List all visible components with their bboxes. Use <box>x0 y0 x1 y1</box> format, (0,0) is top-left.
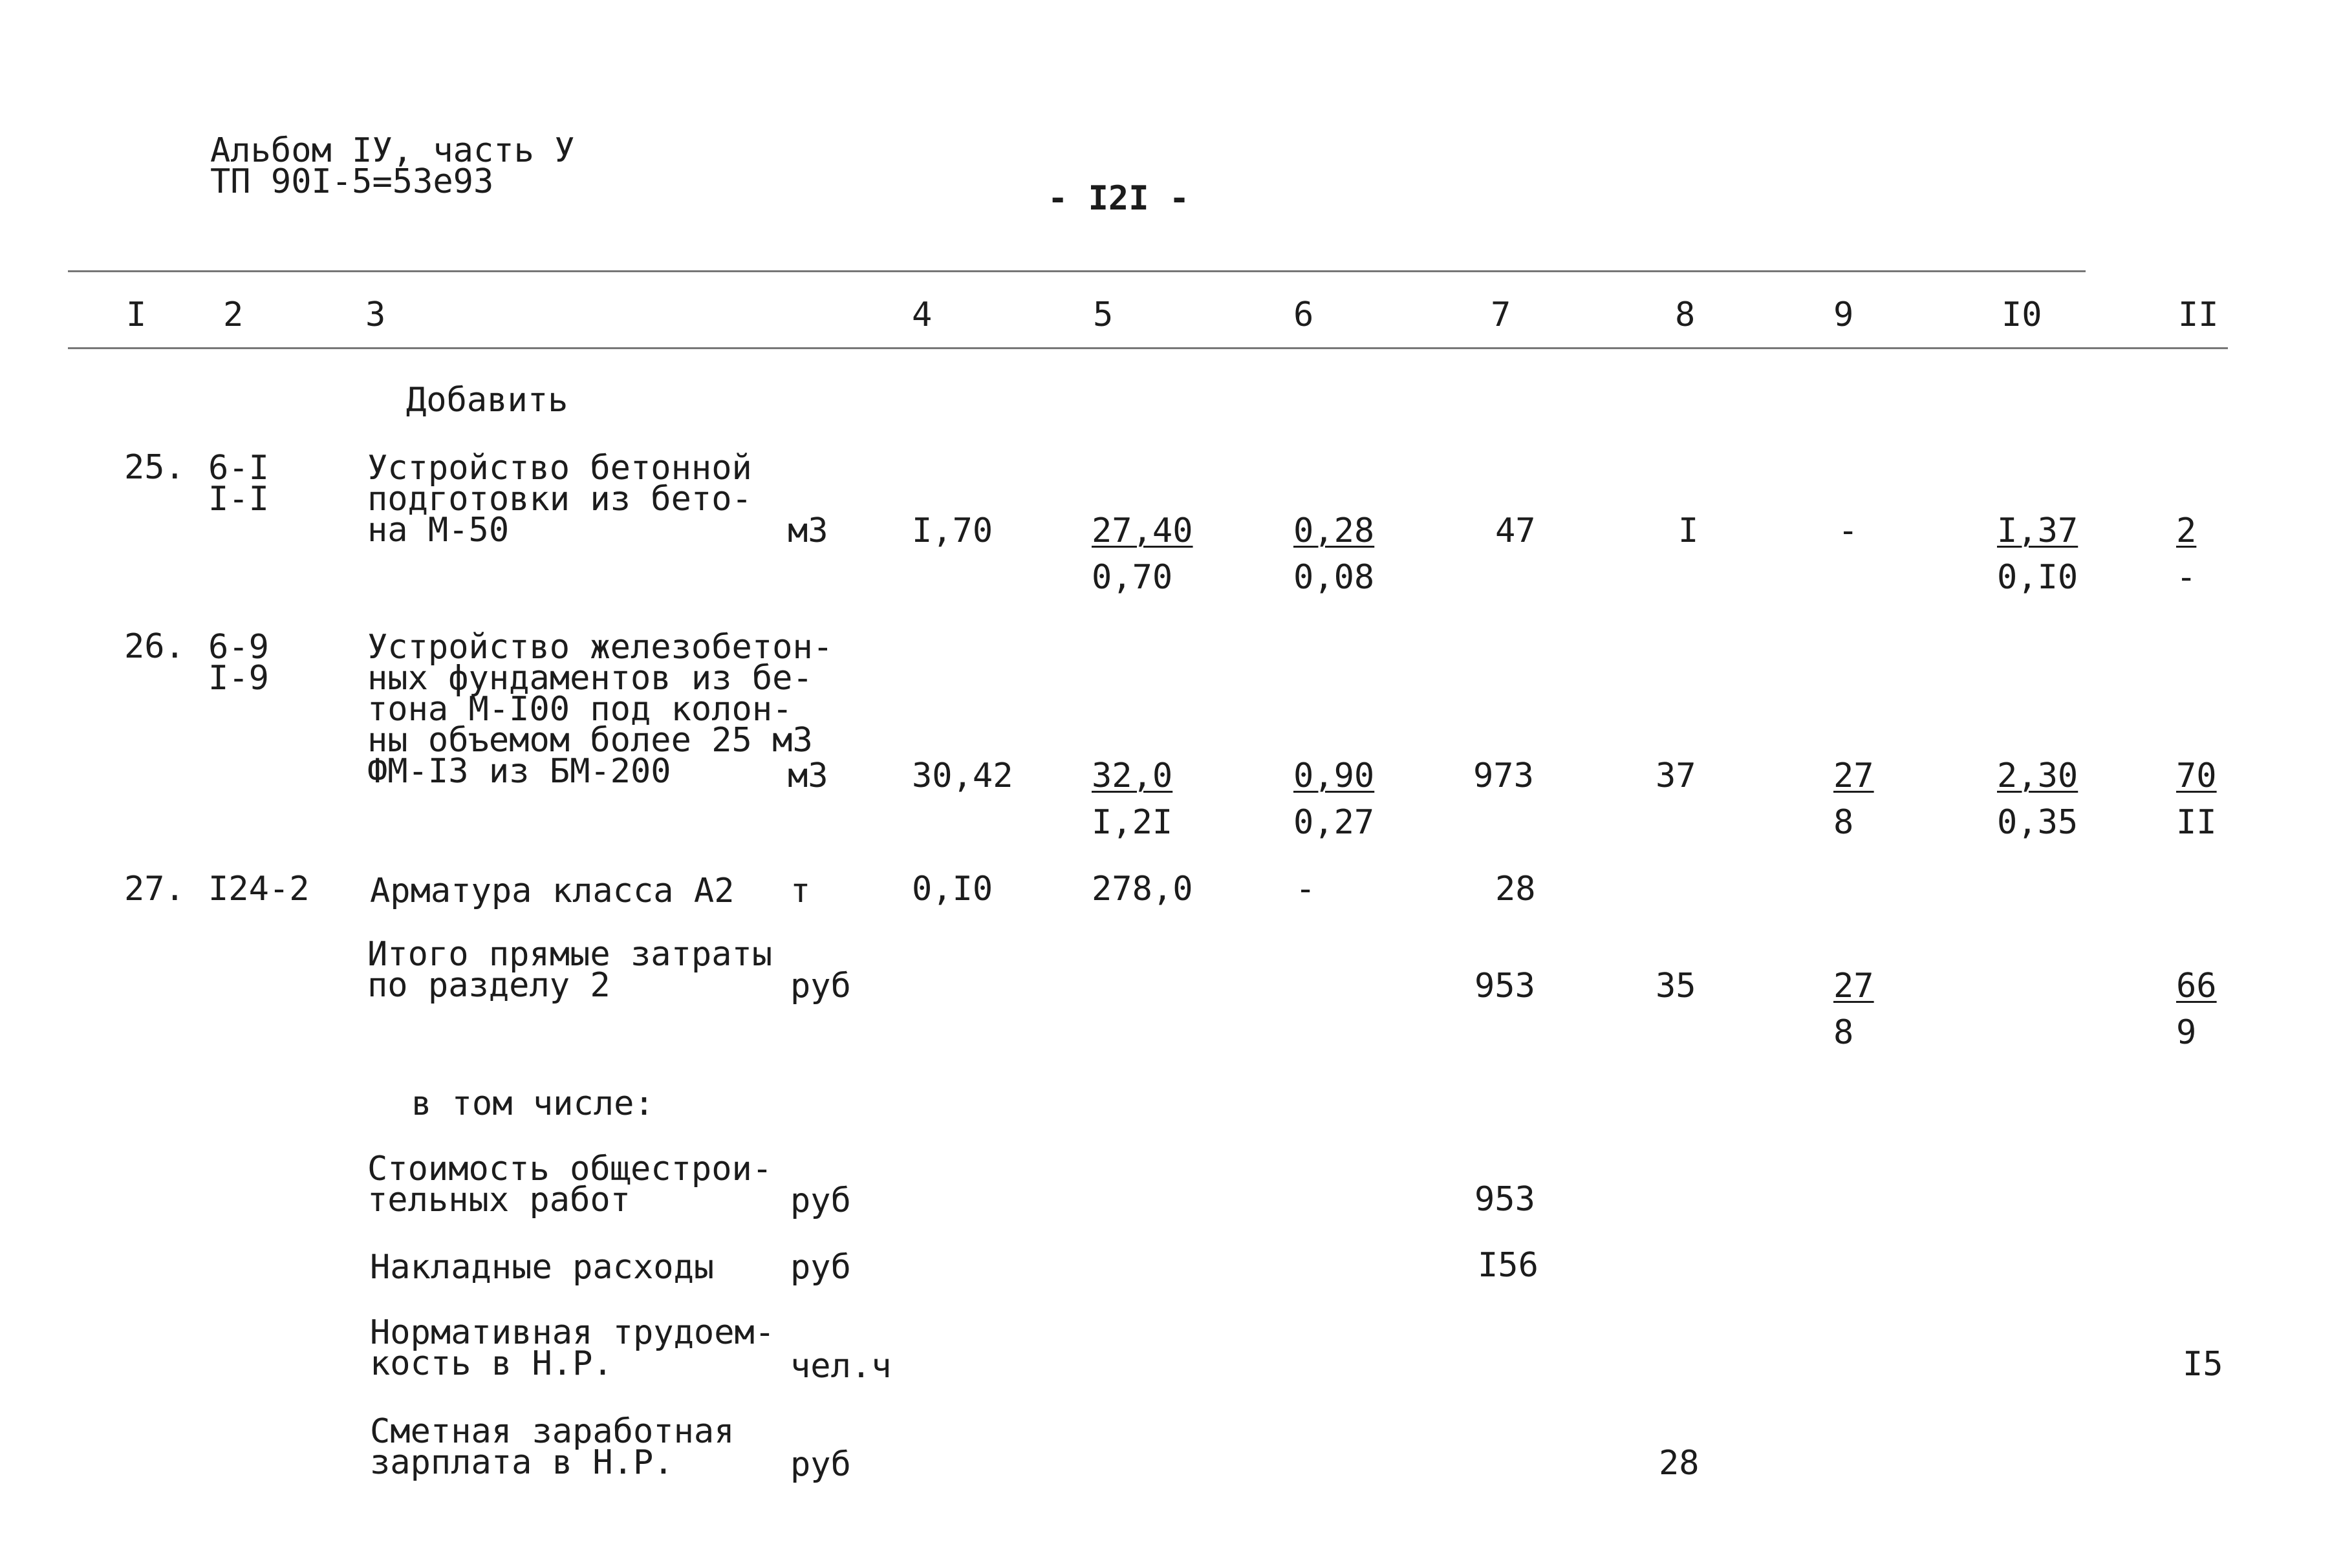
total-col11-top: 66 <box>2176 967 2217 1005</box>
breakdown-3-col11: I5 <box>2183 1345 2223 1384</box>
breakdown-3-desc-1: Нормативная трудоем- <box>370 1313 775 1352</box>
breakdown-3-desc-2: кость в Н.Р. <box>370 1344 613 1383</box>
breakdown-4-desc-2: зарплата в Н.Р. <box>370 1443 674 1482</box>
page-number: - I2I - <box>1048 179 1190 218</box>
breakdown-2-col7: I56 <box>1478 1246 1538 1285</box>
row-26-col10-bottom: 0,35 <box>1997 803 2078 842</box>
row-27-code: I24-2 <box>208 870 310 908</box>
row-25-unit: м3 <box>788 511 828 550</box>
row-26-col10-top: 2,30 <box>1997 757 2078 795</box>
row-26-col11-top: 70 <box>2176 757 2217 795</box>
row-25-col5-top: 27,40 <box>1092 511 1193 550</box>
column-header-11: II <box>2178 295 2219 334</box>
album-label: Альбом IУ, часть У <box>210 131 575 170</box>
column-header-9: 9 <box>1833 295 1854 334</box>
column-header-7: 7 <box>1491 295 1511 334</box>
total-col9-bottom: 8 <box>1833 1013 1854 1052</box>
row-25-code-2: I-I <box>208 480 269 519</box>
header-rule-top <box>68 270 2086 272</box>
including-label: в том числе: <box>411 1084 654 1123</box>
row-26-col11 <box>2176 757 2229 842</box>
row-27-quantity: 0,I0 <box>912 870 993 908</box>
row-25-col11 <box>2176 511 2208 597</box>
row-26-desc-2: ных фундаментов из бе- <box>367 659 813 698</box>
column-header-8: 8 <box>1675 295 1696 334</box>
row-25-col5 <box>1092 511 1205 597</box>
breakdown-4-unit: руб <box>790 1445 851 1484</box>
breakdown-4-col8: 28 <box>1659 1444 1700 1483</box>
row-25-col8: I <box>1678 511 1699 550</box>
row-25-desc-2: подготовки из бето- <box>367 480 752 519</box>
row-27-number: 27. <box>124 870 185 908</box>
row-26-col9-bottom: 8 <box>1833 803 1854 842</box>
project-code: ТП 90I-5=53е93 <box>210 162 494 201</box>
row-25-quantity: I,70 <box>912 511 993 550</box>
row-25-number: 25. <box>124 448 185 487</box>
row-25-desc-1: Устройство бетонной <box>367 449 752 488</box>
row-26-desc-1: Устройство железобетон- <box>367 628 834 667</box>
total-col11-bottom: 9 <box>2176 1013 2197 1052</box>
total-col8: 35 <box>1656 967 1696 1005</box>
row-26-col6 <box>1293 757 1386 842</box>
total-col7: 953 <box>1474 967 1535 1005</box>
row-26-quantity: 30,42 <box>912 757 1013 795</box>
breakdown-1-unit: руб <box>790 1181 851 1220</box>
row-25-col10-bottom: 0,I0 <box>1997 558 2078 597</box>
column-header-10: I0 <box>2002 295 2042 334</box>
row-27-unit: т <box>790 872 811 910</box>
row-26-col10 <box>1997 757 2089 842</box>
row-25-col11-top: 2 <box>2176 511 2197 550</box>
row-26-col8: 37 <box>1656 757 1696 795</box>
total-col9-top: 27 <box>1833 967 1874 1005</box>
column-header-3: 3 <box>365 295 386 334</box>
column-header-4: 4 <box>912 295 933 334</box>
row-26-desc-5: ФМ-I3 из БМ-200 <box>367 752 671 791</box>
row-25-code-1: 6-I <box>208 449 269 488</box>
row-27-desc: Арматура класса А2 <box>370 872 735 910</box>
total-desc-1: Итого прямые затраты <box>367 935 773 974</box>
total-col9 <box>1833 967 1886 1052</box>
row-26-col5 <box>1092 757 1184 842</box>
breakdown-2-unit: руб <box>790 1248 851 1287</box>
row-26-code-1: 6-9 <box>208 628 269 667</box>
row-25-col6 <box>1293 511 1386 597</box>
row-25-col7: 47 <box>1495 511 1536 550</box>
row-25-col9: - <box>1838 511 1859 550</box>
row-25-col10-top: I,37 <box>1997 511 2078 550</box>
total-desc-2: по разделу 2 <box>367 966 610 1005</box>
column-header-6: 6 <box>1293 295 1314 334</box>
header-rule-bottom <box>68 347 2228 349</box>
total-unit: руб <box>790 967 851 1005</box>
total-col11 <box>2176 967 2229 1052</box>
breakdown-2-desc: Накладные расходы <box>370 1248 715 1287</box>
row-26-desc-3: тона М-I00 под колон- <box>367 690 793 729</box>
row-25-col6-top: 0,28 <box>1293 511 1375 550</box>
row-26-col6-bottom: 0,27 <box>1293 803 1375 842</box>
row-26-code-2: I-9 <box>208 659 269 698</box>
row-27-col7: 28 <box>1495 870 1536 908</box>
breakdown-1-col7: 953 <box>1474 1180 1535 1219</box>
row-27-col5: 278,0 <box>1092 870 1193 908</box>
section-label: Добавить <box>406 381 568 420</box>
column-header-2: 2 <box>223 295 244 334</box>
column-header-5: 5 <box>1093 295 1114 334</box>
row-25-col5-bottom: 0,70 <box>1092 558 1173 597</box>
breakdown-1-desc-1: Стоимость общестрои- <box>367 1150 773 1188</box>
row-26-col11-bottom: II <box>2176 803 2217 842</box>
row-26-col7: 973 <box>1473 757 1534 795</box>
row-26-number: 26. <box>124 627 185 666</box>
row-26-col5-top: 32,0 <box>1092 757 1173 795</box>
breakdown-3-unit: чел.ч <box>790 1347 892 1386</box>
row-26-unit: м3 <box>788 757 828 795</box>
row-26-col9 <box>1833 757 1886 842</box>
row-27-col6: - <box>1295 870 1316 908</box>
breakdown-4-desc-1: Сметная заработная <box>370 1412 735 1451</box>
column-header-1: I <box>126 295 147 334</box>
row-26-desc-4: ны объемом более 25 м3 <box>367 721 813 760</box>
row-25-col10 <box>1997 511 2089 597</box>
row-25-col6-bottom: 0,08 <box>1293 558 1375 597</box>
row-26-col5-bottom: I,2I <box>1092 803 1173 842</box>
row-26-col6-top: 0,90 <box>1293 757 1375 795</box>
row-25-desc-3: на М-50 <box>367 511 510 550</box>
row-26-col9-top: 27 <box>1833 757 1874 795</box>
breakdown-1-desc-2: тельных работ <box>367 1181 631 1219</box>
row-25-col11-bottom: - <box>2176 558 2197 597</box>
